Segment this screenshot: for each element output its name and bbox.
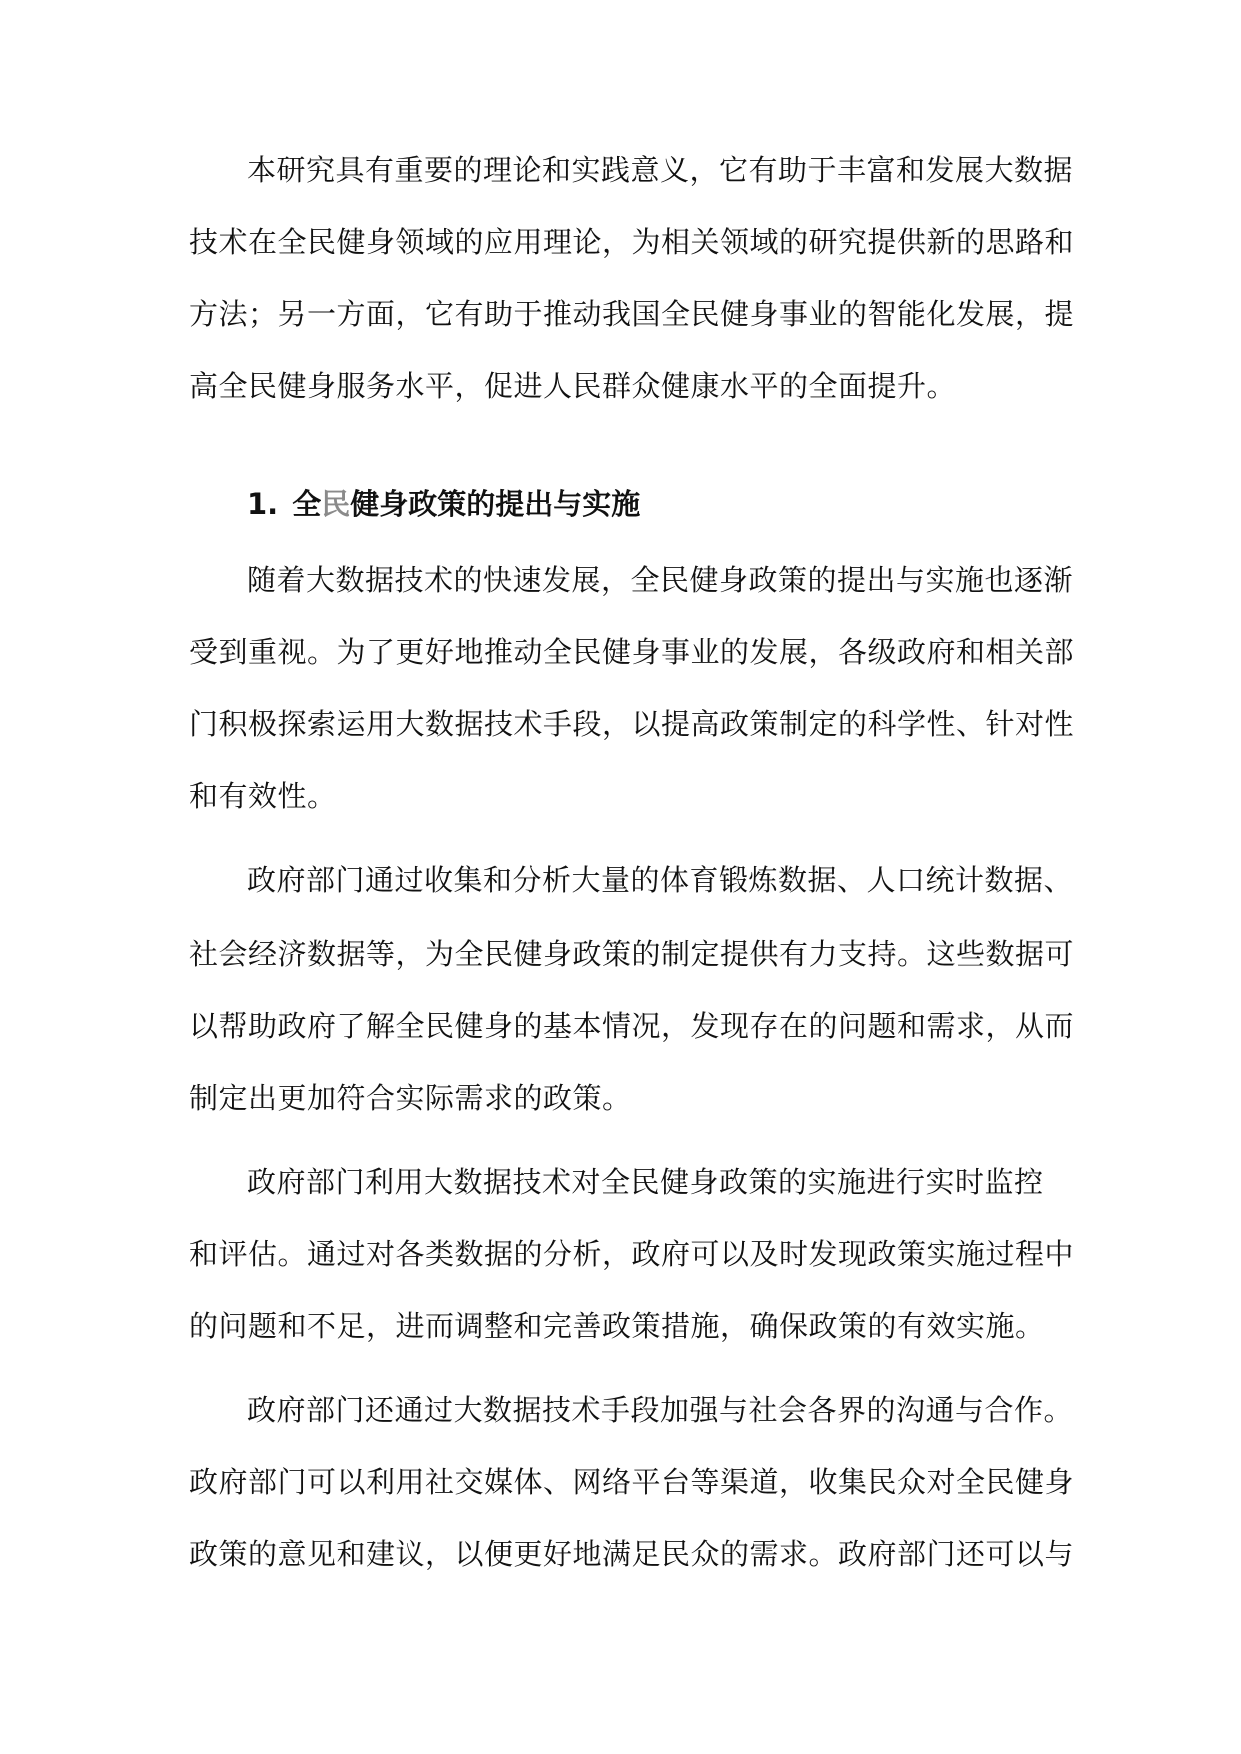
paragraph-2-line-4: 和有效性。 (189, 779, 337, 813)
paragraph-4-line-1: 政府部门利用大数据技术对全民健身政策的实施进行实时监控 (247, 1165, 1044, 1199)
paragraph-1-line-3: 方法；另一方面，它有助于推动我国全民健身事业的智能化发展，提 (189, 297, 1075, 331)
paragraph-3-line-4: 制定出更加符合实际需求的政策。 (189, 1081, 632, 1115)
paragraph-5-line-3: 政策的意见和建议，以便更好地满足民众的需求。政府部门还可以与 (189, 1537, 1075, 1571)
paragraph-1-line-1: 本研究具有重要的理论和实践意义，它有助于丰富和发展大数据 (247, 153, 1074, 187)
paragraph-4-line-2: 和评估。通过对各类数据的分析，政府可以及时发现政策实施过程中 (189, 1237, 1075, 1271)
section-number: 1. (247, 487, 279, 521)
paragraph-5-line-1: 政府部门还通过大数据技术手段加强与社会各界的沟通与合作。 (247, 1393, 1074, 1427)
paragraph-2-line-1: 随着大数据技术的快速发展，全民健身政策的提出与实施也逐渐 (247, 563, 1074, 597)
paragraph-3-line-2: 社会经济数据等，为全民健身政策的制定提供有力支持。这些数据可 (189, 937, 1075, 971)
paragraph-1-line-4: 高全民健身服务水平，促进人民群众健康水平的全面提升。 (189, 369, 957, 403)
paragraph-1-line-2: 技术在全民健身领域的应用理论，为相关领域的研究提供新的思路和 (189, 225, 1075, 259)
paragraph-5-line-2: 政府部门可以利用社交媒体、网络平台等渠道，收集民众对全民健身 (189, 1465, 1075, 1499)
paragraph-2-line-3: 门积极探索运用大数据技术手段，以提高政策制定的科学性、针对性 (189, 707, 1075, 741)
section-title-part-2: 健身政策的提出与实施 (350, 487, 641, 521)
paragraph-3-line-1: 政府部门通过收集和分析大量的体育锻炼数据、人口统计数据、 (247, 863, 1074, 897)
section-title-part-1: 全 (292, 487, 322, 521)
section-heading (247, 484, 640, 524)
section-title-faint-char: 民 (321, 487, 351, 521)
paragraph-2-line-2: 受到重视。为了更好地推动全民健身事业的发展，各级政府和相关部 (189, 635, 1075, 669)
paragraph-3-line-3: 以帮助政府了解全民健身的基本情况，发现存在的问题和需求，从而 (189, 1009, 1075, 1043)
paragraph-4-line-3: 的问题和不足，进而调整和完善政策措施，确保政策的有效实施。 (189, 1309, 1045, 1343)
